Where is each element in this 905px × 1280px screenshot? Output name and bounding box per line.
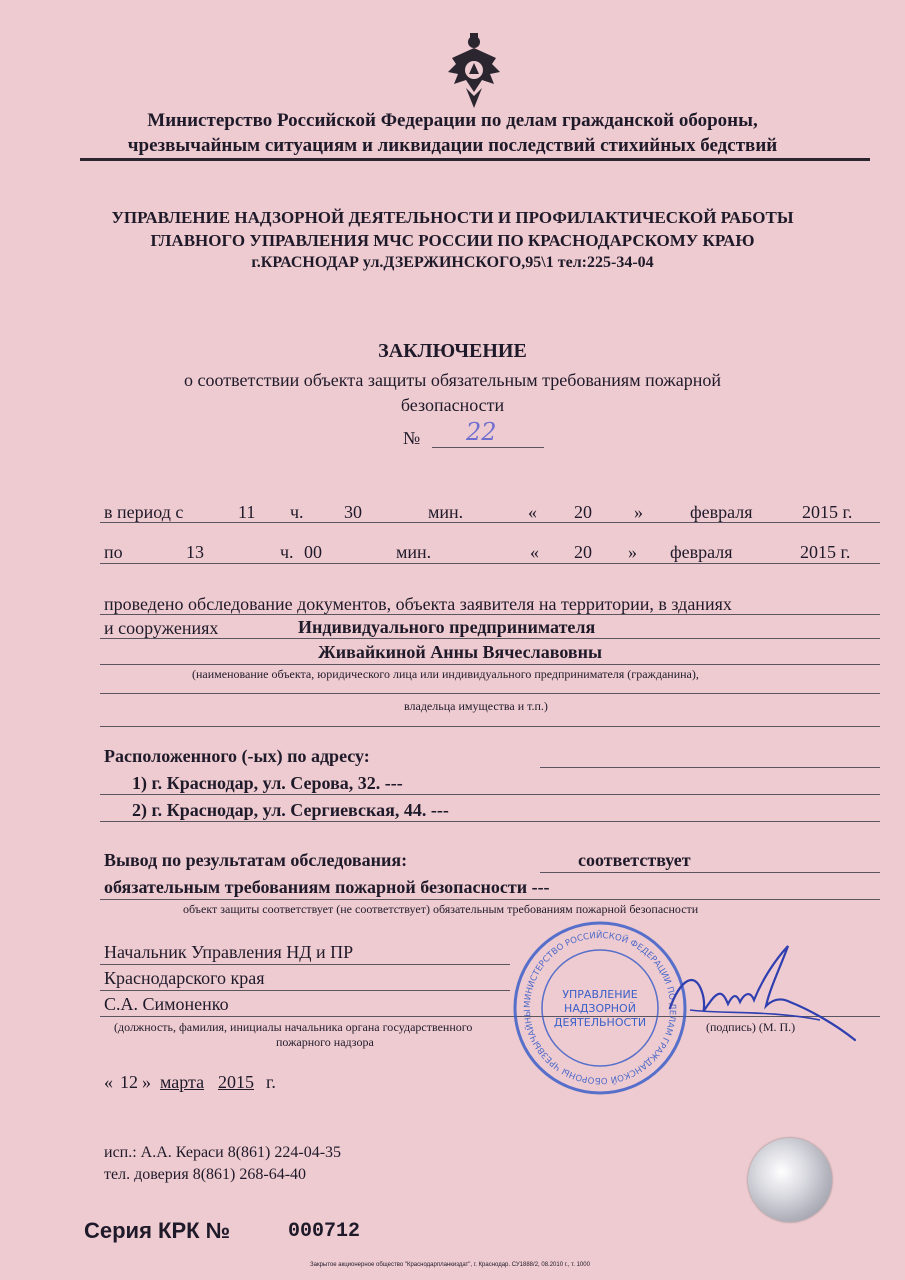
period-from-year: 2015 г.	[802, 502, 853, 522]
entity-caption-rule	[100, 693, 880, 694]
period-to-min: 00	[304, 542, 322, 562]
period-from-day: 20	[574, 502, 592, 522]
entity-name-line-2: Живайкиной Анны Вячеславовны	[318, 642, 603, 662]
number-value: 22	[466, 418, 497, 446]
series-label: Серия КРК №	[84, 1218, 231, 1243]
address-label-rule	[540, 767, 880, 768]
signatory-name: С.А. Симоненко	[104, 994, 229, 1014]
owner-caption: владельца имущества и т.п.)	[404, 699, 548, 713]
stamp-ring-text: МИНИСТЕРСТВО РОССИЙСКОЙ ФЕДЕРАЦИИ ПО ДЕЛАМ ГРАЖДАНСКОЙ ОБОРОНЫ ЧРЕЗВЫЧАЙНЫ	[522, 930, 678, 1086]
period-from-month: февраля	[690, 502, 753, 522]
period-to-line	[100, 563, 880, 564]
period-from-label: в период с	[104, 502, 184, 522]
period-from-hour-label: ч.	[290, 502, 304, 522]
signatory-position: Начальник Управления НД и ПР	[104, 942, 354, 962]
executor-contact: исп.: А.А. Кераси 8(861) 224-04-35	[104, 1144, 342, 1161]
signatory-caption-2: пожарного надзора	[276, 1035, 374, 1049]
entity-name-line-1: Индивидуального предпринимателя	[298, 617, 596, 637]
number-underline	[432, 447, 544, 448]
inspection-line-1-rule	[100, 614, 880, 615]
date-month: марта	[160, 1072, 205, 1092]
period-from-min-label: мин.	[428, 502, 464, 522]
period-from-hour: 11	[238, 502, 256, 522]
signatory-region: Краснодарского края	[104, 968, 265, 988]
conclusion-line-2: обязательным требованиям пожарной безопасности ---	[104, 877, 550, 897]
period-to-quote-open: «	[530, 542, 539, 562]
inspection-line-1: проведено обследование документов, объекта заявителя на территории, в зданиях	[104, 594, 732, 614]
document-subtitle-1: о соответствии объекта защиты обязательным требованиям пожарной	[184, 370, 721, 390]
date-day: 12	[120, 1072, 138, 1092]
inspection-line-2-prefix: и сооружениях	[104, 618, 219, 638]
signature-icon	[650, 940, 860, 1050]
department-line-2: ГЛАВНОГО УПРАВЛЕНИЯ МЧС РОССИИ ПО КРАСНОДАРСКОМУ КРАЮ	[150, 231, 755, 250]
department-line-1: УПРАВЛЕНИЕ НАДЗОРНОЙ ДЕЯТЕЛЬНОСТИ И ПРОФИЛАКТИЧЕСКОЙ РАБОТЫ	[111, 208, 794, 227]
number-label: №	[403, 428, 421, 448]
period-from-line	[100, 522, 880, 523]
period-to-year: 2015 г.	[800, 542, 851, 562]
conclusion-value: соответствует	[578, 850, 691, 870]
hotline-contact: тел. доверия 8(861) 268-64-40	[104, 1166, 307, 1183]
period-to-month: февраля	[670, 542, 733, 562]
ministry-line-1: Министерство Российской Федерации по делам гражданской обороны,	[147, 110, 758, 131]
period-from-min: 30	[344, 502, 362, 522]
hologram-seal-icon	[748, 1138, 832, 1222]
conclusion-label: Вывод по результатам обследования:	[104, 850, 408, 870]
conclusion-line-2-rule	[100, 899, 880, 900]
signatory-caption-1: (должность, фамилия, инициалы начальника органа государственного	[114, 1020, 473, 1034]
sign-caption: (подпись) (М. П.)	[706, 1020, 796, 1034]
period-to-day: 20	[574, 542, 592, 562]
ministry-line-2: чрезвычайным ситуациям и ликвидации последствий стихийных бедствий	[127, 135, 778, 156]
entity-line-2-rule	[100, 664, 880, 665]
address-item-2-rule	[100, 821, 880, 822]
department-address: г.КРАСНОДАР ул.ДЗЕРЖИНСКОГО,95\1 тел:225-34-04	[251, 254, 654, 271]
series-number: 000712	[288, 1220, 361, 1243]
stamp-center-2: НАДЗОРНОЙ	[564, 1002, 636, 1015]
address-item-2: 2) г. Краснодар, ул. Сергиевская, 44. ---	[132, 800, 449, 820]
address-item-1: 1) г. Краснодар, ул. Серова, 32. ---	[132, 773, 403, 793]
owner-caption-rule	[100, 726, 880, 727]
date-quote-close: »	[142, 1072, 151, 1092]
printer-info: Закрытое акционерное общество "Краснодарпланкиздат", г. Краснодар. СУ1888/2, 08.2010 г., т. 1000	[310, 1262, 590, 1268]
period-from-quote-open: «	[528, 502, 537, 522]
document-title: ЗАКЛЮЧЕНИЕ	[378, 340, 527, 362]
period-to-hour: 13	[186, 542, 204, 562]
stamp-center-1: УПРАВЛЕНИЕ	[562, 988, 638, 1001]
conclusion-value-rule	[540, 872, 880, 873]
document-subtitle-2: безопасности	[400, 395, 505, 415]
entity-caption: (наименование объекта, юридического лица или индивидуального предпринимателя (гражданина),	[192, 667, 699, 681]
period-to-quote-close: »	[628, 542, 637, 562]
address-label: Расположенного (-ых) по адресу:	[104, 746, 370, 766]
period-to-hour-label: ч.	[280, 542, 294, 562]
date-quote-open: «	[104, 1072, 113, 1092]
date-suffix: г.	[266, 1072, 276, 1092]
date-year: 2015	[218, 1072, 254, 1092]
period-to-label: по	[104, 542, 123, 562]
signatory-region-rule	[100, 990, 510, 991]
stamp-center-3: ДЕЯТЕЛЬНОСТИ	[553, 1016, 647, 1029]
period-to-min-label: мин.	[396, 542, 432, 562]
signatory-position-rule	[100, 964, 510, 965]
emblem-icon	[444, 30, 504, 110]
header-divider	[80, 158, 870, 161]
period-from-quote-close: »	[634, 502, 643, 522]
conclusion-caption: объект защиты соответствует (не соответствует) обязательным требованиям пожарной безопасности	[183, 902, 699, 916]
entity-line-1-rule	[100, 638, 880, 639]
address-item-1-rule	[100, 794, 880, 795]
